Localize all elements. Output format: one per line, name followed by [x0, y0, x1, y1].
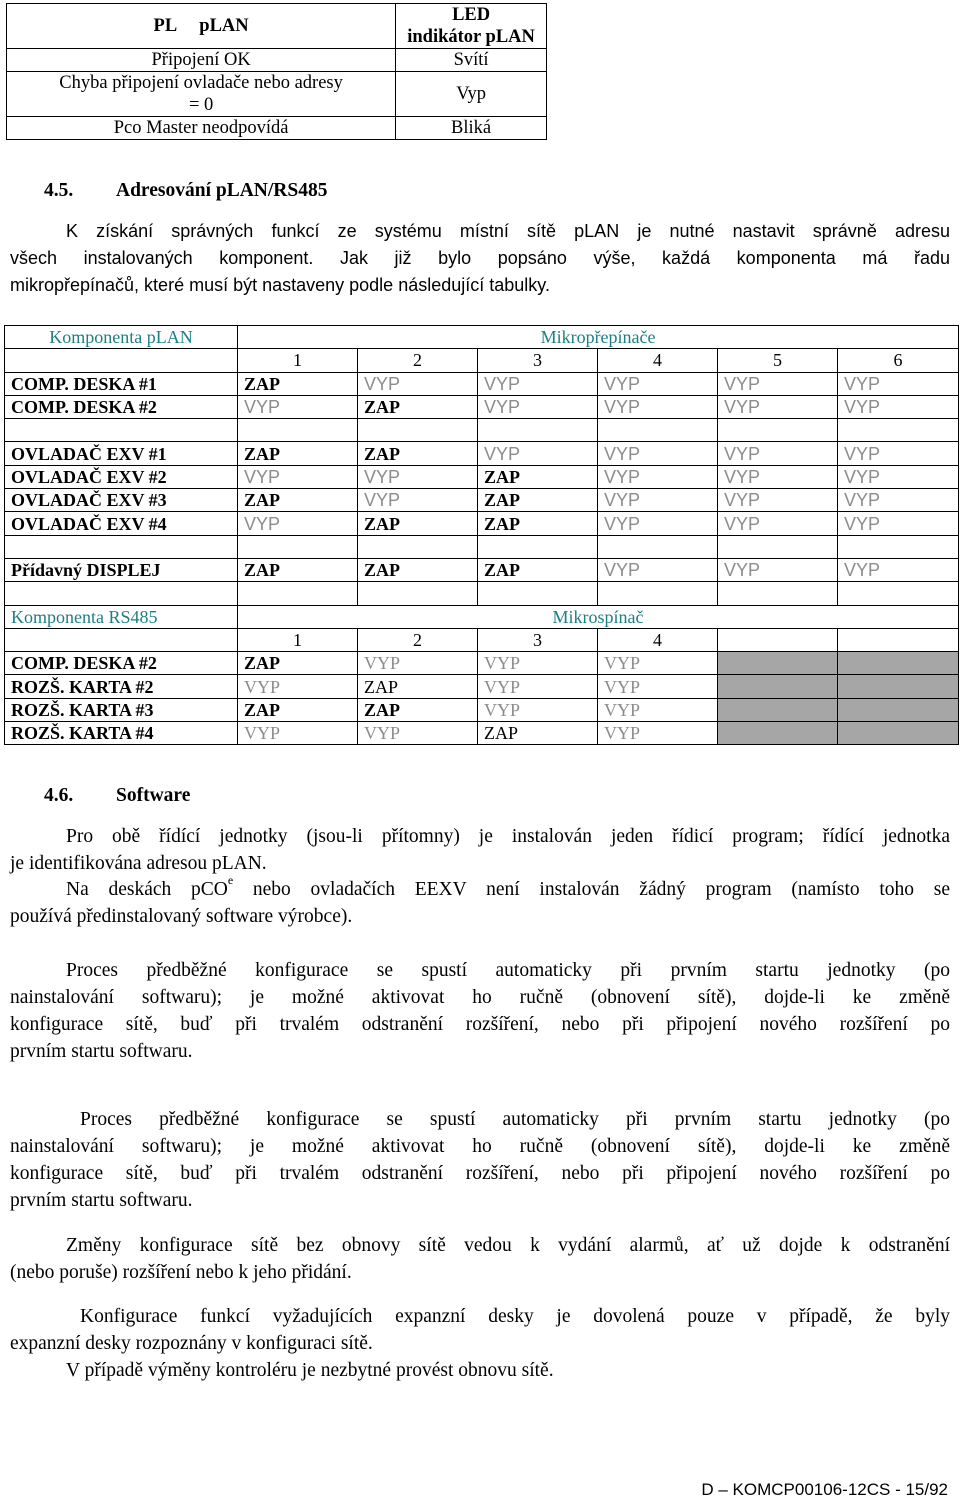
empty-cell	[838, 582, 959, 605]
switch-value: ZAP	[238, 558, 358, 581]
switch-value: VYP	[478, 652, 598, 675]
paragraph-6	[10, 1303, 950, 1357]
led-state: Připojení OK	[7, 49, 396, 72]
switch-value: VYP	[478, 675, 598, 698]
switch-value: VYP	[598, 465, 718, 488]
switch-value: VYP	[598, 395, 718, 418]
switch-value: ZAP	[238, 489, 358, 512]
text-line: Proces předběžné konfigurace se spustí automaticky při prvním startu jednotky (po	[80, 1109, 950, 1130]
disabled-cell	[838, 698, 959, 721]
plan-row	[5, 372, 959, 395]
empty-cell	[478, 419, 598, 442]
component-name: COMP. DESKA #2	[5, 652, 238, 675]
switch-value: VYP	[718, 395, 838, 418]
switch-value: VYP	[838, 489, 959, 512]
text-line: všech instalovaných komponent. Jak již bylo popsáno výše, každá komponenta má řadu	[10, 248, 950, 268]
rs485-row	[5, 652, 959, 675]
switch-value: VYP	[238, 465, 358, 488]
empty-cell	[5, 582, 238, 605]
component-name: OVLADAČ EXV #1	[5, 442, 238, 465]
led-indicator-table	[6, 3, 547, 140]
rs-number-row	[5, 628, 959, 651]
rs485-switch-header: Mikrospínač	[238, 605, 959, 628]
switch-value: VYP	[718, 465, 838, 488]
switch-value: VYP	[598, 558, 718, 581]
switch-value: VYP	[718, 489, 838, 512]
text-line: je identifikována adresou pLAN.	[10, 853, 267, 874]
led-state: Pco Master neodpovídá	[7, 117, 396, 140]
text-line: používá předinstalovaný software výrobce).	[10, 906, 353, 927]
paragraph-5	[10, 1232, 950, 1286]
component-name: COMP. DESKA #2	[5, 395, 238, 418]
disabled-cell	[838, 722, 959, 745]
component-name: OVLADAČ EXV #2	[5, 465, 238, 488]
rs485-row	[5, 698, 959, 721]
text-line: Proces předběžné konfigurace se spustí automaticky při prvním startu jednotky (po	[66, 960, 950, 981]
component-name: OVLADAČ EXV #3	[5, 489, 238, 512]
switch-value: VYP	[358, 652, 478, 675]
switch-value: VYP	[838, 465, 959, 488]
empty-cell	[838, 419, 959, 442]
switch-value: VYP	[838, 512, 959, 535]
empty-cell	[718, 582, 838, 605]
plan-row	[5, 489, 959, 512]
switch-value: ZAP	[478, 512, 598, 535]
section-number: 4.5.	[44, 180, 74, 201]
empty-cell	[718, 628, 838, 651]
switch-number: 1	[238, 349, 358, 372]
switch-value: VYP	[238, 512, 358, 535]
switch-value: ZAP	[358, 395, 478, 418]
dip-switch-table	[4, 325, 959, 745]
led-value: Bliká	[396, 117, 547, 140]
component-name: ROZŠ. KARTA #2	[5, 675, 238, 698]
switch-value: ZAP	[478, 465, 598, 488]
text-line: Pro obě řídící jednotky (jsou-li přítomny) je instalován jeden řídicí program; řídící jednotka	[66, 826, 950, 847]
component-name: Přídavný DISPLEJ	[5, 558, 238, 581]
switch-value: VYP	[838, 372, 959, 395]
switch-value: VYP	[718, 558, 838, 581]
empty-cell	[5, 535, 238, 558]
led-state: Chyba připojení ovladače nebo adresy = 0	[7, 72, 396, 117]
page-footer: D – KOMCP00106-12CS - 15/92	[701, 1480, 948, 1499]
empty-cell	[598, 419, 718, 442]
led-value: Vyp	[396, 72, 547, 117]
switch-value: VYP	[358, 372, 478, 395]
rs485-component-header: Komponenta RS485	[5, 605, 238, 628]
text-line: konfigurace sítě, buď při trvalém odstranění rozšíření, nebo při připojení nového rozšíření po	[10, 1014, 950, 1035]
rs485-row	[5, 722, 959, 745]
empty-cell	[5, 628, 238, 651]
plan-component-header: Komponenta pLAN	[5, 326, 238, 349]
switch-value: VYP	[478, 442, 598, 465]
plan-row	[5, 395, 959, 418]
text-line: prvním startu softwaru.	[10, 1041, 193, 1062]
switch-value: ZAP	[478, 489, 598, 512]
switch-value: VYP	[478, 698, 598, 721]
switch-value: VYP	[718, 372, 838, 395]
paragraph-7	[10, 1357, 950, 1384]
rs485-row	[5, 675, 959, 698]
switch-value: VYP	[598, 675, 718, 698]
text-line: V případě výměny kontroléru je nezbytné provést obnovu sítě.	[66, 1360, 554, 1381]
switch-number: 2	[358, 349, 478, 372]
switch-value: VYP	[358, 489, 478, 512]
switch-number: 4	[598, 349, 718, 372]
switch-value: VYP	[838, 558, 959, 581]
paragraph-4	[10, 1106, 950, 1214]
text-line: (nebo poruše) rozšíření nebo k jeho přidání.	[10, 1262, 352, 1283]
section-heading-4-6	[44, 785, 191, 807]
paragraph-1	[10, 823, 950, 877]
switch-value: ZAP	[238, 698, 358, 721]
section-heading-4-5	[44, 180, 328, 202]
led-row	[7, 72, 547, 117]
switch-value: VYP	[238, 722, 358, 745]
empty-cell	[5, 419, 238, 442]
component-name: OVLADAČ EXV #4	[5, 512, 238, 535]
led-table-header	[7, 4, 547, 49]
disabled-cell	[718, 675, 838, 698]
text-line: Změny konfigurace sítě bez obnovy sítě vedou k vydání alarmů, ať už dojde k odstranění	[66, 1235, 950, 1256]
empty-cell	[5, 349, 238, 372]
switch-value: VYP	[718, 512, 838, 535]
component-name: ROZŠ. KARTA #3	[5, 698, 238, 721]
switch-value: ZAP	[358, 675, 478, 698]
rs-header-row	[5, 605, 959, 628]
switch-number: 3	[478, 628, 598, 651]
disabled-cell	[838, 675, 959, 698]
switch-value: ZAP	[358, 698, 478, 721]
text-line: mikropřepínačů, které musí být nastaveny podle následující tabulky.	[10, 275, 550, 295]
text-line: nainstalování softwaru); je možné aktivovat ho ručně (obnovení sítě), dojde-li ke změně	[10, 987, 950, 1008]
empty-cell	[718, 419, 838, 442]
switch-value: VYP	[838, 395, 959, 418]
plan-row	[5, 465, 959, 488]
section-title: Software	[116, 785, 191, 806]
component-name: ROZŠ. KARTA #4	[5, 722, 238, 745]
text-line: prvním startu softwaru.	[10, 1190, 193, 1211]
switch-value: VYP	[598, 489, 718, 512]
led-header-indicator: LED indikátor pLAN	[396, 4, 547, 49]
switch-number: 1	[238, 628, 358, 651]
empty-cell	[358, 582, 478, 605]
text-line: nainstalování softwaru); je možné aktivovat ho ručně (obnovení sítě), dojde-li ke změně	[10, 1136, 950, 1157]
switch-value: VYP	[838, 442, 959, 465]
switch-number: 6	[838, 349, 959, 372]
plan-row	[5, 442, 959, 465]
switch-value: VYP	[478, 372, 598, 395]
disabled-cell	[718, 652, 838, 675]
empty-cell	[358, 535, 478, 558]
switch-value: VYP	[718, 442, 838, 465]
switch-value: VYP	[358, 722, 478, 745]
text-line: Konfigurace funkcí vyžadujících expanzní desky je dovolená pouze v případě, že byly	[80, 1306, 950, 1327]
switch-number: 5	[718, 349, 838, 372]
switch-value: VYP	[598, 372, 718, 395]
empty-cell	[598, 535, 718, 558]
plan-switch-header: Mikropřepínače	[238, 326, 959, 349]
switch-value: VYP	[598, 652, 718, 675]
switch-value: ZAP	[478, 558, 598, 581]
empty-cell	[358, 419, 478, 442]
empty-cell	[238, 419, 358, 442]
switch-number: 4	[598, 628, 718, 651]
plan-row	[5, 558, 959, 581]
empty-cell	[238, 535, 358, 558]
switch-value: ZAP	[238, 652, 358, 675]
empty-cell	[478, 582, 598, 605]
plan-header-row	[5, 326, 959, 349]
empty-cell	[478, 535, 598, 558]
switch-value: VYP	[238, 395, 358, 418]
led-row	[7, 49, 547, 72]
disabled-cell	[718, 722, 838, 745]
empty-cell	[238, 582, 358, 605]
switch-number: 2	[358, 628, 478, 651]
empty-cell	[598, 582, 718, 605]
spacer-row	[5, 582, 959, 605]
empty-cell	[838, 628, 959, 651]
switch-value: ZAP	[358, 558, 478, 581]
switch-value: ZAP	[238, 442, 358, 465]
spacer-row	[5, 535, 959, 558]
led-header-pl: PL pLAN	[7, 4, 396, 49]
text-line: Na deskách pCO$^e$ nebo ovladačích EEXV není instalován žádný program (namísto toho se	[66, 873, 950, 900]
text-line: expanzní desky rozpoznány v konfiguraci sítě.	[10, 1333, 373, 1354]
component-name: COMP. DESKA #1	[5, 372, 238, 395]
switch-value: VYP	[598, 442, 718, 465]
switch-value: VYP	[238, 675, 358, 698]
plan-row	[5, 512, 959, 535]
switch-value: VYP	[598, 722, 718, 745]
switch-value: VYP	[478, 395, 598, 418]
plan-number-row	[5, 349, 959, 372]
led-row	[7, 117, 547, 140]
switch-value: ZAP	[358, 512, 478, 535]
section-number: 4.6.	[44, 785, 74, 806]
empty-cell	[838, 535, 959, 558]
text-line: konfigurace sítě, buď při trvalém odstranění rozšíření, nebo při připojení nového rozšíření po	[10, 1163, 950, 1184]
led-value: Svítí	[396, 49, 547, 72]
intro-paragraph	[10, 218, 950, 299]
switch-value: ZAP	[358, 442, 478, 465]
switch-value: ZAP	[478, 722, 598, 745]
paragraph-3	[10, 957, 950, 1065]
switch-number: 3	[478, 349, 598, 372]
disabled-cell	[718, 698, 838, 721]
section-title: Adresování pLAN/RS485	[116, 180, 328, 201]
switch-value: VYP	[598, 512, 718, 535]
text-line: K získání správných funkcí ze systému místní sítě pLAN je nutné nastavit správně adresu	[66, 221, 950, 241]
spacer-row	[5, 419, 959, 442]
switch-value: VYP	[358, 465, 478, 488]
disabled-cell	[838, 652, 959, 675]
switch-value: ZAP	[238, 372, 358, 395]
switch-value: VYP	[598, 698, 718, 721]
empty-cell	[718, 535, 838, 558]
paragraph-2	[10, 873, 950, 930]
